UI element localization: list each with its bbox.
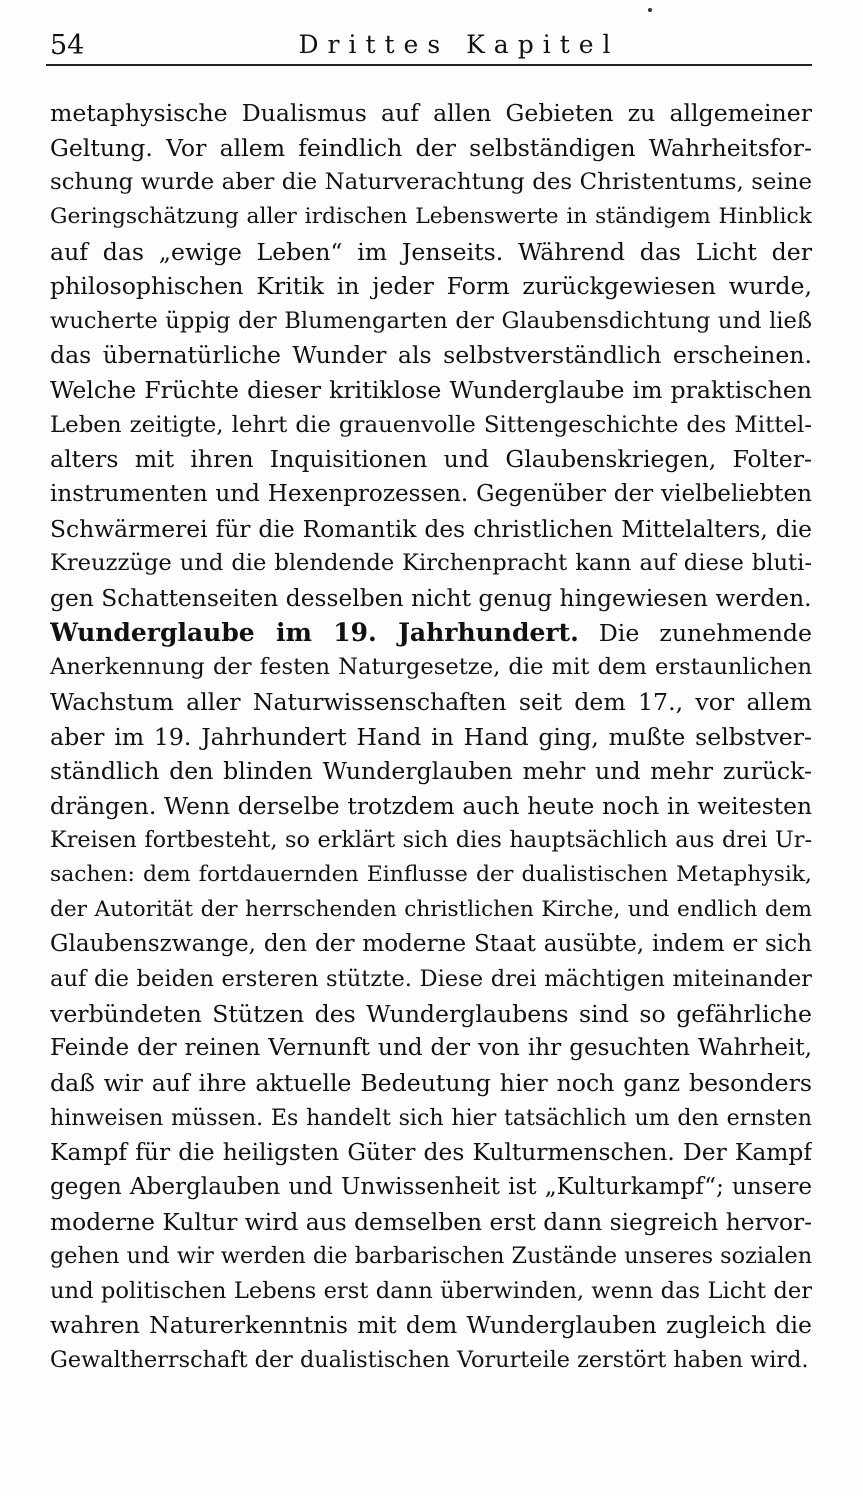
text-line: Schwärmerei für die Romantik des christlichen Mittelalters, die — [50, 514, 812, 543]
text-line: alters mit ihren Inquisitionen und Glaubenskriegen, Folter- — [50, 445, 812, 474]
text-line: drängen. Wenn derselbe trotzdem auch heute noch in weitesten — [50, 791, 812, 820]
text-line: Anerkennung der festen Naturgesetze, die mit dem erstaunlichen — [50, 654, 812, 681]
text-line: metaphysische Dualismus auf allen Gebieten zu allgemeiner — [50, 99, 812, 127]
text-line: wahren Naturerkenntnis mit dem Wunderglauben zugleich die — [50, 1311, 812, 1340]
print-speck — [648, 8, 652, 12]
body-text — [50, 96, 812, 1378]
text-line: Glaubenszwange, den der moderne Staat ausübte, indem er sich — [50, 931, 812, 958]
text-line: daß wir auf ihre aktuelle Bedeutung hier noch ganz besonders — [50, 1068, 812, 1097]
text-line: auf die beiden ersteren stützte. Diese drei mächtigen miteinander — [50, 966, 812, 993]
text-line: das übernatürliche Wunder als selbstverständlich erscheinen. — [50, 341, 812, 370]
text-line: philosophischen Kritik in jeder Form zurückgewiesen wurde, — [50, 272, 812, 301]
text-line: Geringschätzung aller irdischen Lebenswerte in ständigem Hinblick — [50, 203, 812, 229]
header-rule — [46, 64, 812, 66]
page-number: 54 — [50, 30, 85, 61]
text-line: verbündeten Stützen des Wunderglaubens sind so gefährliche — [50, 999, 812, 1028]
text-line: Leben zeitigte, lehrt die grauenvolle Sittengeschichte des Mittel- — [50, 411, 812, 438]
text-line: der Autorität der herrschenden christlichen Kirche, und endlich dem — [50, 896, 812, 922]
text-line: gehen und wir werden die barbarischen Zustände unseres sozialen — [50, 1243, 812, 1270]
text-line: Geltung. Vor allem feindlich der selbständigen Wahrheitsfor- — [50, 133, 812, 162]
text-line: Feinde der reinen Vernunft und der von ihr gesuchten Wahrheit, — [50, 1035, 812, 1062]
text-line: schung wurde aber die Naturverachtung des Christentums, seine — [50, 169, 812, 196]
text-fragment: Die zunehmende — [598, 618, 812, 647]
text-line: wucherte üppig der Blumengarten der Glaubensdichtung und ließ — [50, 307, 812, 334]
text-line: gegen Aberglauben und Unwissenheit ist „Kulturkampf“; unsere — [50, 1173, 812, 1200]
text-line: Wachstum aller Naturwissenschaften seit dem 17., vor allem — [50, 687, 812, 716]
text-line: moderne Kultur wird aus demselben erst dann siegreich hervor- — [50, 1207, 812, 1236]
section-heading-line — [50, 616, 812, 651]
text-line: und politischen Lebens erst dann überwinden, wenn das Licht der — [50, 1277, 812, 1304]
text-line: aber im 19. Jahrhundert Hand in Hand ging, mußte selbstver- — [50, 722, 812, 751]
text-line: hinweisen müssen. Es handelt sich hier tatsächlich um den ernsten — [50, 1104, 812, 1131]
text-line: instrumenten und Hexenprozessen. Gegenüber der vielbeliebten — [50, 481, 812, 508]
text-line: ständlich den blinden Wunderglauben mehr und mehr zurück- — [50, 757, 812, 786]
text-line: sachen: dem fortdauernden Einflusse der dualistischen Metaphysik, — [50, 862, 812, 888]
text-line: Kreuzzüge und die blendende Kirchenpracht kann auf diese bluti- — [50, 550, 812, 577]
page-header — [46, 22, 812, 64]
text-line: auf das „ewige Leben“ im Jenseits. Während das Licht der — [50, 237, 812, 266]
section-heading: Wunderglaube im 19. Jahrhundert. — [50, 617, 579, 647]
text-line: Gewaltherrschaft der dualistischen Vorurteile zerstört haben wird. — [50, 1347, 809, 1374]
text-line: Kreisen fortbesteht, so erklärt sich dies hauptsächlich aus drei Ur- — [50, 827, 812, 854]
text-line: Welche Früchte dieser kritiklose Wunderglaube im praktischen — [50, 376, 812, 405]
text-line: Kampf für die heiligsten Güter des Kulturmenschen. Der Kampf — [50, 1138, 812, 1167]
running-title: Drittes Kapitel — [298, 30, 620, 59]
text-line: gen Schattenseiten desselben nicht genug hingewiesen werden. — [50, 583, 812, 612]
